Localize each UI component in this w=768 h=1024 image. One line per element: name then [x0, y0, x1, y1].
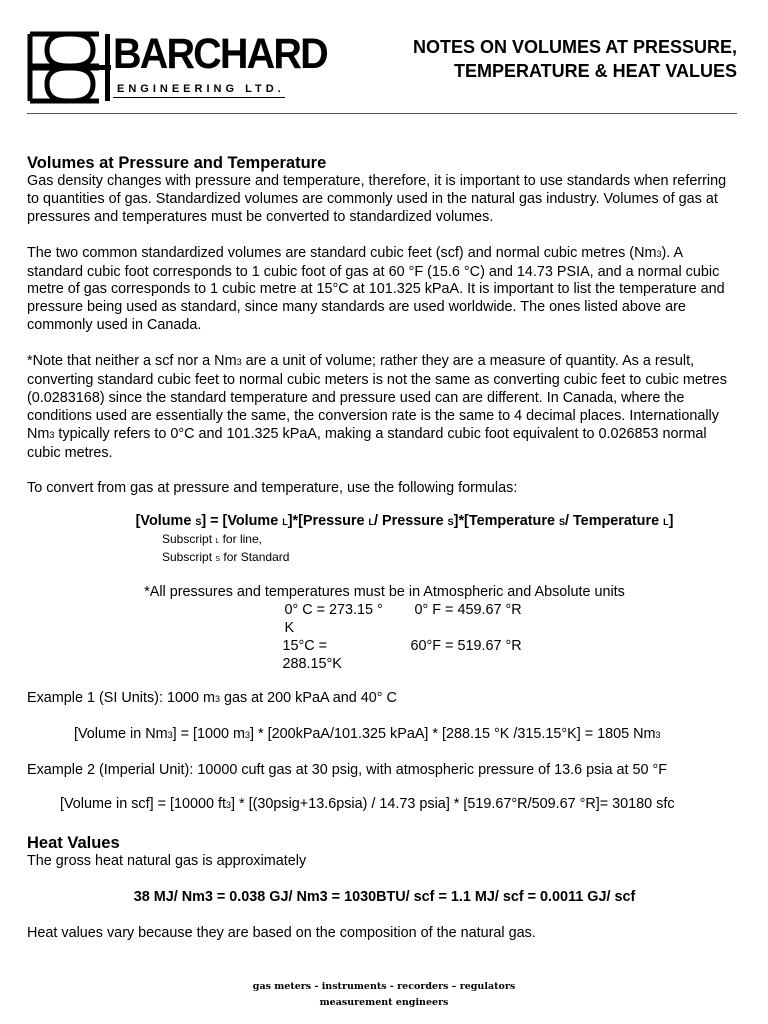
paragraph-convert-intro: To convert from gas at pressure and temperature, use the following formulas: [27, 480, 518, 497]
document-title [413, 35, 737, 83]
volume-formula: [Volume S] = [Volume L]*[Pressure L/ Pressure S]*[Temperature S/ Temperature L] [135, 513, 674, 530]
logo-tagline: ENGINEERING LTD. [117, 83, 285, 95]
units-note: *All pressures and temperatures must be in Atmospheric and Absolute units [144, 584, 625, 601]
header-divider [27, 113, 737, 114]
paragraph-heat-variation: Heat values vary because they are based on the composition of the natural gas. [27, 925, 536, 942]
footer-line-2: measurement engineers [319, 997, 449, 1008]
paragraph-standard-volumes: The two common standardized volumes are standard cubic feet (scf) and normal cubic metres (Nm3). A standard cubic foot corresponds to 1 cubic foot of gas at 60 °F (15.6 °C) and 14.73 PSIA, and a normal cubic metre of gas corresponds to 1 cubic metre at 15°C at 101.325 kPaA. It is important to list the temperature and pressure being used as standard, since many standards are used worldwide. The ones listed above are commonly used in Canada. [27, 244, 725, 334]
paragraph-note: *Note that neither a scf nor a Nm3 are a unit of volume; rather they are a measure of quantity. As a result, converting standard cubic feet to normal cubic meters is not the same as converting cubic feet to cubic metres (0.0283168) since the standard temperature and pressure used can are different. In Canada, where the conditions used are essentially the same, the conversion rate is the same to 4 decimal places. Internationally Nm3 typically refers to 0°C and 101.325 kPaA, making a standard cubic foot equivalent to 0.026853 normal cubic metres. [27, 353, 727, 461]
logo-wordmark: BARCHARD [113, 30, 327, 78]
footer-line-1: gas meters - instruments - recorders – regulators [252, 981, 516, 992]
document-body [27, 153, 742, 943]
heat-value-equation: 38 MJ/ Nm3 = 0.038 GJ/ Nm3 = 1030BTU/ scf = 1.1 MJ/ scf = 0.0011 GJ/ scf [133, 889, 636, 906]
page-footer [0, 979, 768, 1011]
paragraph-density: Gas density changes with pressure and temperature, therefore, it is important to use standards when referring to quantities of gas. Standardized volumes are commonly used in the natural gas industry. Volumes of gas at pressures and temperatures must be converted to standardized volumes. [27, 173, 727, 225]
conversion-table [27, 602, 742, 674]
section-heading-heat: Heat Values [27, 834, 120, 853]
title-line-1: NOTES ON VOLUMES AT PRESSURE, [412, 37, 737, 57]
example-2-title: Example 2 (Imperial Unit): 10000 cuft gas at 30 psig, with atmospheric pressure of 13.6 psia at 50 °F [27, 761, 668, 778]
title-line-2: TEMPERATURE & HEAT VALUES [453, 61, 737, 81]
example-1-calculation: [Volume in Nm3] = [1000 m3] * [200kPaA/101.325 kPaA] * [288.15 °K /315.15°K] = 1805 Nm3 [74, 725, 661, 742]
example-2-calculation: [Volume in scf] = [10000 ft3] * [(30psig+13.6psia) / 14.73 psia] * [519.67°R/509.67 °R]= 30180 sfc [60, 796, 675, 813]
subscript-note-line: Subscript L for line, [162, 532, 262, 547]
example-1-title: Example 1 (SI Units): 1000 m3 gas at 200 kPaA and 40° C [27, 689, 397, 706]
conversion-cell: 0° F = 459.67 °R [414, 602, 522, 619]
paragraph-gross-heat: The gross heat natural gas is approximately [27, 853, 307, 870]
company-logo [27, 30, 327, 105]
subscript-note-standard: Subscript S for Standard [162, 549, 290, 564]
section-heading-volumes: Volumes at Pressure and Temperature [27, 154, 327, 172]
conversion-cell: 0° C = 273.15 ° K [284, 602, 383, 636]
conversion-cell: 15°C = 288.15°K [282, 637, 342, 672]
logo-underline [113, 97, 285, 98]
conversion-cell: 60°F = 519.67 °R [410, 637, 522, 654]
